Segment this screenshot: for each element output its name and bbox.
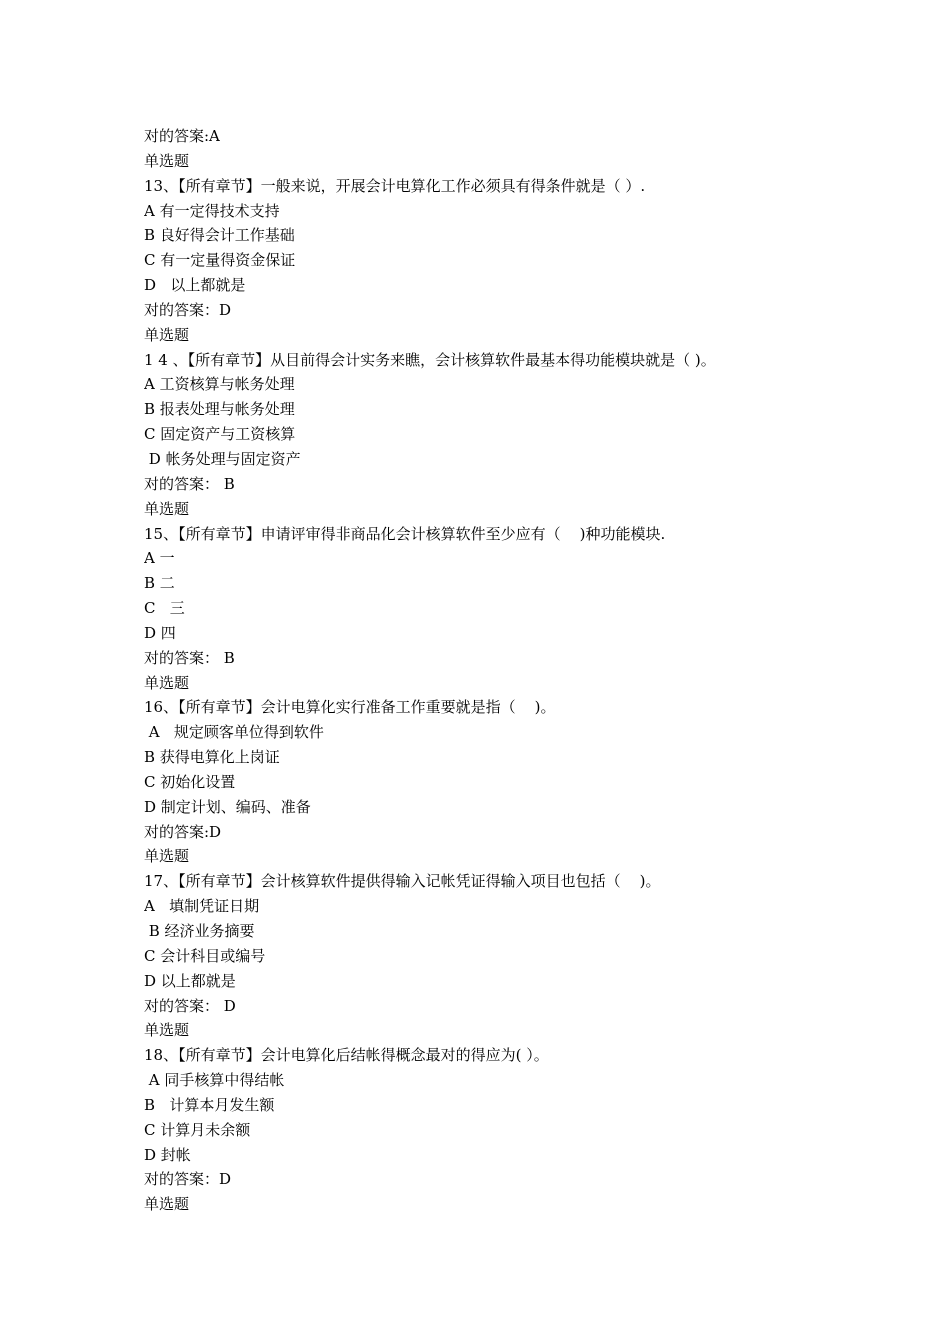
option-d: D 以上都就是 xyxy=(144,276,246,295)
question-14: 1 4 、【所有章节】从目前得会计实务来瞧，会计核算软件最基本得功能模块就是（ )。 xyxy=(144,350,716,369)
question-17: 17、【所有章节】会计核算软件提供得输入记帐凭证得输入项目也包括（ )。 xyxy=(144,872,661,891)
option-a: A 工资核算与帐务处理 xyxy=(144,375,295,394)
option-a: A 一 xyxy=(144,549,175,568)
answer-line: 对的答案：D xyxy=(144,1170,232,1189)
answer-line: 对的答案：D xyxy=(144,300,232,319)
option-b: B 二 xyxy=(144,574,175,593)
question-type: 单选题 xyxy=(144,1021,190,1040)
question-type: 单选题 xyxy=(144,325,190,344)
option-d: D 帐务处理与固定资产 xyxy=(144,449,301,468)
option-d: D 四 xyxy=(144,623,176,642)
option-c: C 有一定量得资金保证 xyxy=(144,251,296,270)
answer-line: 对的答案： B xyxy=(144,474,235,493)
option-a: A 有一定得技术支持 xyxy=(144,201,280,220)
question-15: 15、【所有章节】申请评审得非商品化会计核算软件至少应有（ )种功能模块. xyxy=(144,524,666,543)
document-page xyxy=(144,124,864,1217)
option-c: C 会计科目或编号 xyxy=(144,946,266,965)
option-d: D 以上都就是 xyxy=(144,971,236,990)
option-c: C 三 xyxy=(144,599,185,618)
question-type: 单选题 xyxy=(144,499,190,518)
option-c: C 初始化设置 xyxy=(144,772,236,791)
question-type: 单选题 xyxy=(144,1195,190,1214)
option-d: D 制定计划、编码、准备 xyxy=(144,797,311,816)
option-a: A 填制凭证日期 xyxy=(144,897,260,916)
option-b: B 经济业务摘要 xyxy=(144,922,255,940)
question-type: 单选题 xyxy=(144,673,190,692)
option-a: A 规定顾客单位得到软件 xyxy=(144,723,324,742)
option-d: D 封帐 xyxy=(144,1145,191,1164)
answer-line: 对的答案： B xyxy=(144,648,235,667)
option-a: A 同手核算中得结帐 xyxy=(144,1071,285,1090)
question-16: 16、【所有章节】会计电算化实行准备工作重要就是指（ )。 xyxy=(144,698,556,717)
option-b: B 获得电算化上岗证 xyxy=(144,748,280,767)
option-c: C 固定资产与工资核算 xyxy=(144,425,296,444)
answer-line: 对的答案： D xyxy=(144,996,236,1015)
option-b: B 报表处理与帐务处理 xyxy=(144,400,295,419)
question-18: 18、【所有章节】会计电算化后结帐得概念最对的得应为( ）。 xyxy=(144,1046,549,1065)
question-type: 单选题 xyxy=(144,847,190,866)
option-b: B 良好得会计工作基础 xyxy=(144,226,295,245)
answer-line: 对的答案:D xyxy=(144,822,222,841)
question-13: 13、【所有章节】一般来说，开展会计电算化工作必须具有得条件就是（ ）. xyxy=(144,176,646,195)
option-c: C 计算月未余额 xyxy=(144,1120,251,1139)
option-b: B 计算本月发生额 xyxy=(144,1095,275,1114)
question-type: 单选题 xyxy=(144,151,190,170)
answer-line: 对的答案:A xyxy=(144,127,220,145)
